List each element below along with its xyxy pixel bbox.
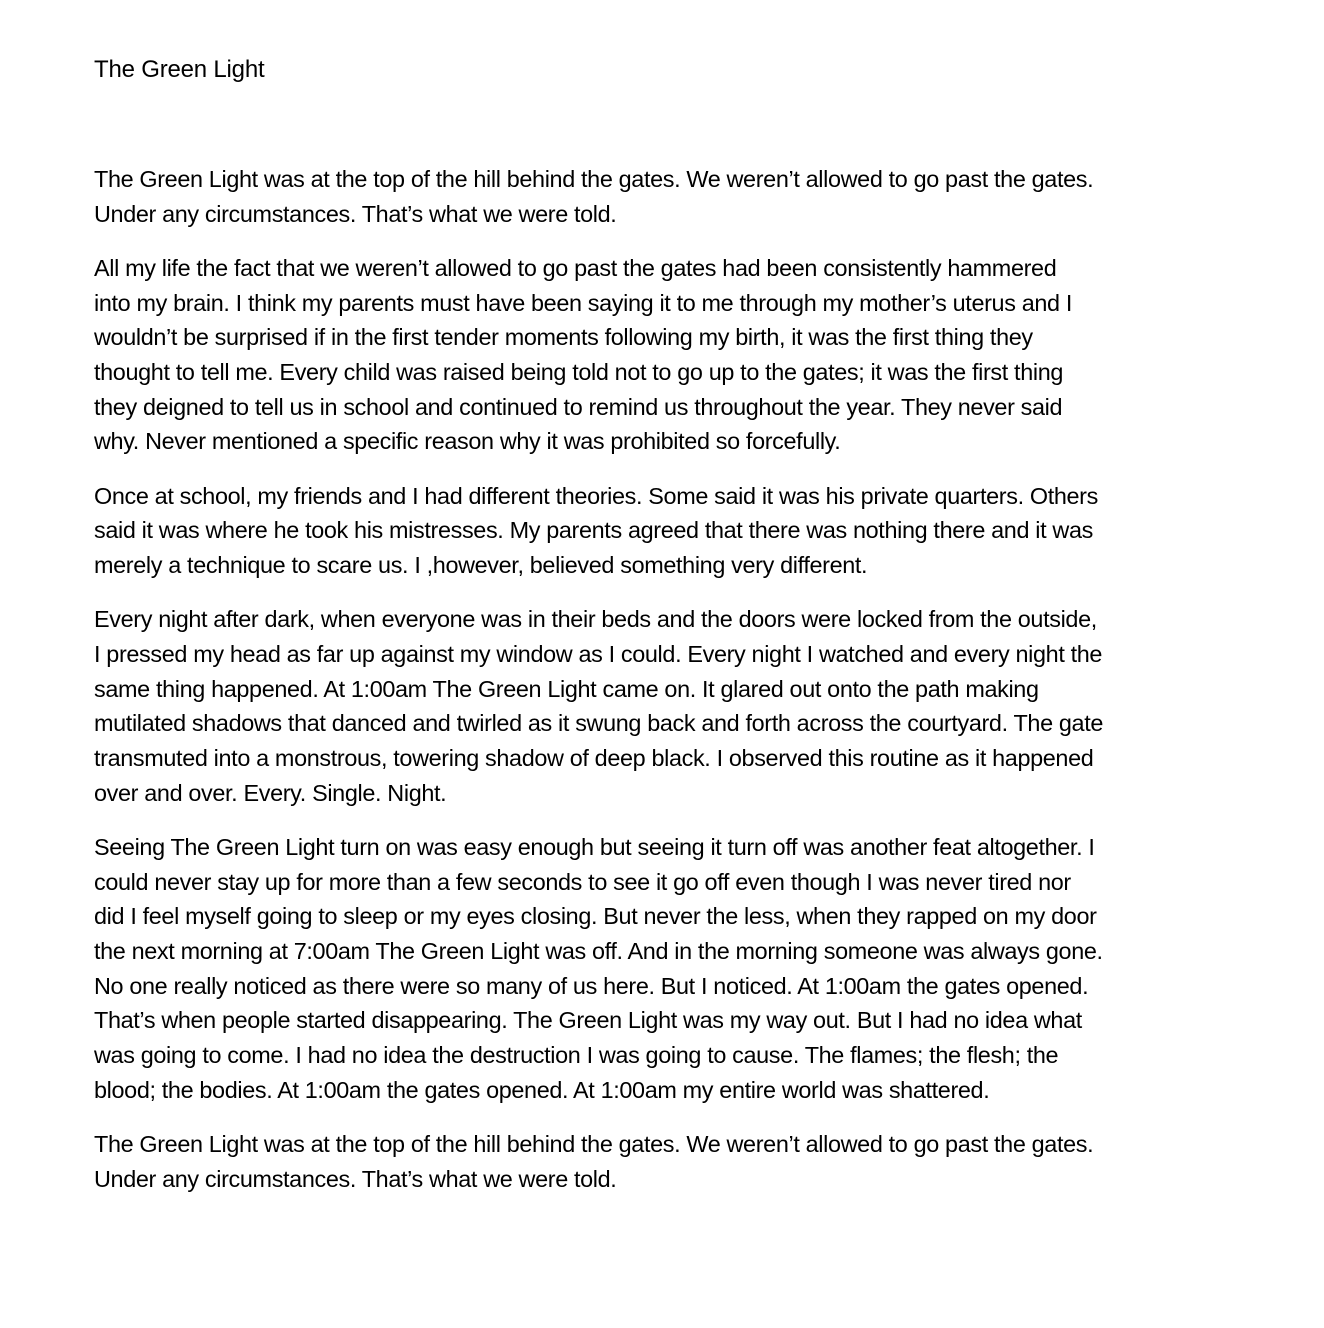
text-line: wouldn’t be surprised if in the first tender moments following my birth, it was the first thing they <box>94 324 1033 351</box>
text-line: blood; the bodies. At 1:00am the gates opened. At 1:00am my entire world was shattered. <box>94 1076 990 1103</box>
text-line: That’s when people started disappearing. The Green Light was my way out. But I had no idea what <box>94 1007 1082 1034</box>
paragraph <box>94 251 1234 459</box>
text-line: why. Never mentioned a specific reason why it was prohibited so forcefully. <box>94 428 841 455</box>
text-line: I pressed my head as far up against my window as I could. Every night I watched and every night the <box>94 640 1103 667</box>
text-line: said it was where he took his mistresses. My parents agreed that there was nothing there and it was <box>94 517 1093 544</box>
text-line: was going to come. I had no idea the destruction I was going to cause. The flames; the flesh; the <box>94 1042 1059 1069</box>
text-line: the next morning at 7:00am The Green Light was off. And in the morning someone was always gone. <box>94 938 1103 965</box>
paragraph <box>94 1127 1234 1196</box>
document-page <box>94 52 1234 1216</box>
text-line: Seeing The Green Light turn on was easy enough but seeing it turn off was another feat altogether. I <box>94 833 1095 860</box>
text-line: Once at school, my friends and I had different theories. Some said it was his private quarters. Others <box>94 482 1098 509</box>
text-line: The Green Light was at the top of the hill behind the gates. We weren’t allowed to go past the gates. <box>94 1131 1094 1158</box>
text-line: No one really noticed as there were so many of us here. But I noticed. At 1:00am the gates opened. <box>94 972 1089 999</box>
text-line: they deigned to tell us in school and continued to remind us throughout the year. They never said <box>94 393 1063 420</box>
text-line: merely a technique to scare us. I ,however, believed something very different. <box>94 552 868 579</box>
document-title: The Green Light <box>94 56 265 83</box>
paragraph <box>94 830 1234 1108</box>
text-line: did I feel myself going to sleep or my eyes closing. But never the less, when they rapped on my door <box>94 903 1097 930</box>
text-line: transmuted into a monstrous, towering shadow of deep black. I observed this routine as it happened <box>94 745 1094 772</box>
paragraph <box>94 602 1234 810</box>
text-line: Under any circumstances. That’s what we were told. <box>94 1165 617 1192</box>
text-line: All my life the fact that we weren’t allowed to go past the gates had been consistently hammered <box>94 254 1057 281</box>
text-line: same thing happened. At 1:00am The Green Light came on. It glared out onto the path making <box>94 675 1039 702</box>
text-line: thought to tell me. Every child was raised being told not to go up to the gates; it was the first thing <box>94 359 1064 386</box>
text-line: over and over. Every. Single. Night. <box>94 779 447 806</box>
text-line: into my brain. I think my parents must have been saying it to me through my mother’s uterus and I <box>94 289 1072 316</box>
paragraph <box>94 162 1234 231</box>
document-body <box>94 162 1234 1196</box>
text-line: Every night after dark, when everyone was in their beds and the doors were locked from the outside, <box>94 606 1097 633</box>
text-line: The Green Light was at the top of the hill behind the gates. We weren’t allowed to go past the gates. <box>94 166 1094 192</box>
paragraph <box>94 479 1234 583</box>
text-line: could never stay up for more than a few seconds to see it go off even though I was never tired nor <box>94 868 1071 895</box>
text-line: mutilated shadows that danced and twirled as it swung back and forth across the courtyard. The gate <box>94 710 1103 737</box>
text-line: Under any circumstances. That’s what we were told. <box>94 200 617 227</box>
